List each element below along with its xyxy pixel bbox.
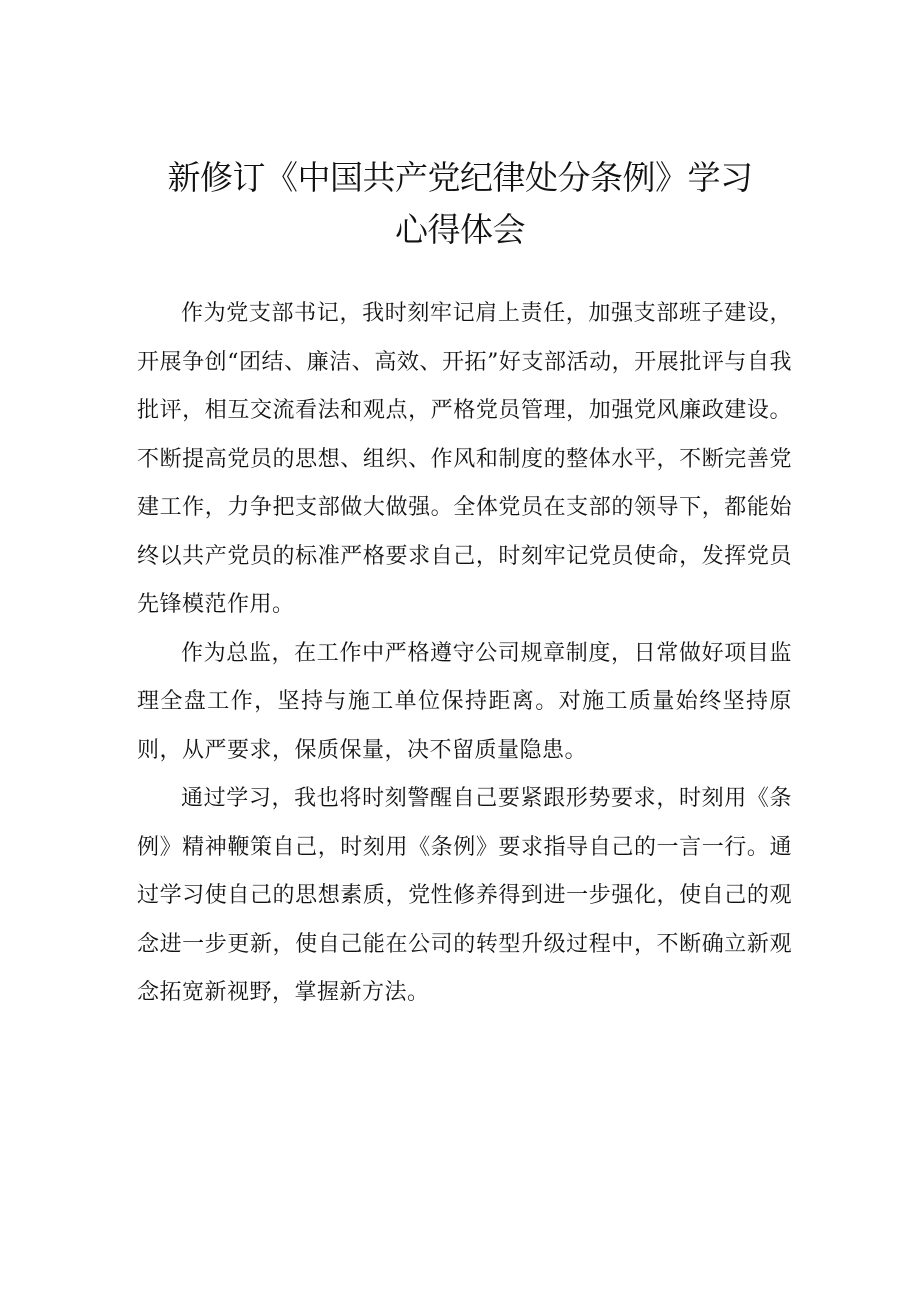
paragraph-study-reflection: 通过学习，我也将时刻警醒自己要紧跟形势要求，时刻用《条例》精神鞭策自己，时刻用《条例》要求指导自己的一言一行。通过学习使自己的思想素质，党性修养得到进一步强化，使自己的观念进一步更新，使自己能在公司的转型升级过程中，不断确立新观念拓宽新视野，掌握新方法。	[137, 786, 792, 1005]
document-title-line-2: 心得体会	[395, 210, 525, 249]
document-title	[120, 152, 800, 256]
paragraph-party-secretary: 作为党支部书记，我时刻牢记肩上责任，加强支部班子建设，开展争创“团结、廉洁、高效、开拓”好支部活动，开展批评与自我批评，相互交流看法和观点，严格党员管理，加强党风廉政建设。不断提高党员的思想、组织、作风和制度的整体水平，不断完善党建工作，力争把支部做大做强。全体党员在支部的领导下，都能始终以共产党员的标准严格要求自己，时刻牢记党员使命，发挥党员先锋模范作用。	[137, 301, 792, 617]
paragraph-chief-supervisor: 作为总监，在工作中严格遵守公司规章制度，日常做好项目监理全盘工作，坚持与施工单位保持距离。对施工质量始终坚持原则，从严要求，保质保量，决不留质量隐患。	[137, 640, 792, 763]
document-body	[137, 290, 792, 1018]
document-title-line-1: 新修订《中国共产党纪律处分条例》学习	[167, 158, 753, 197]
